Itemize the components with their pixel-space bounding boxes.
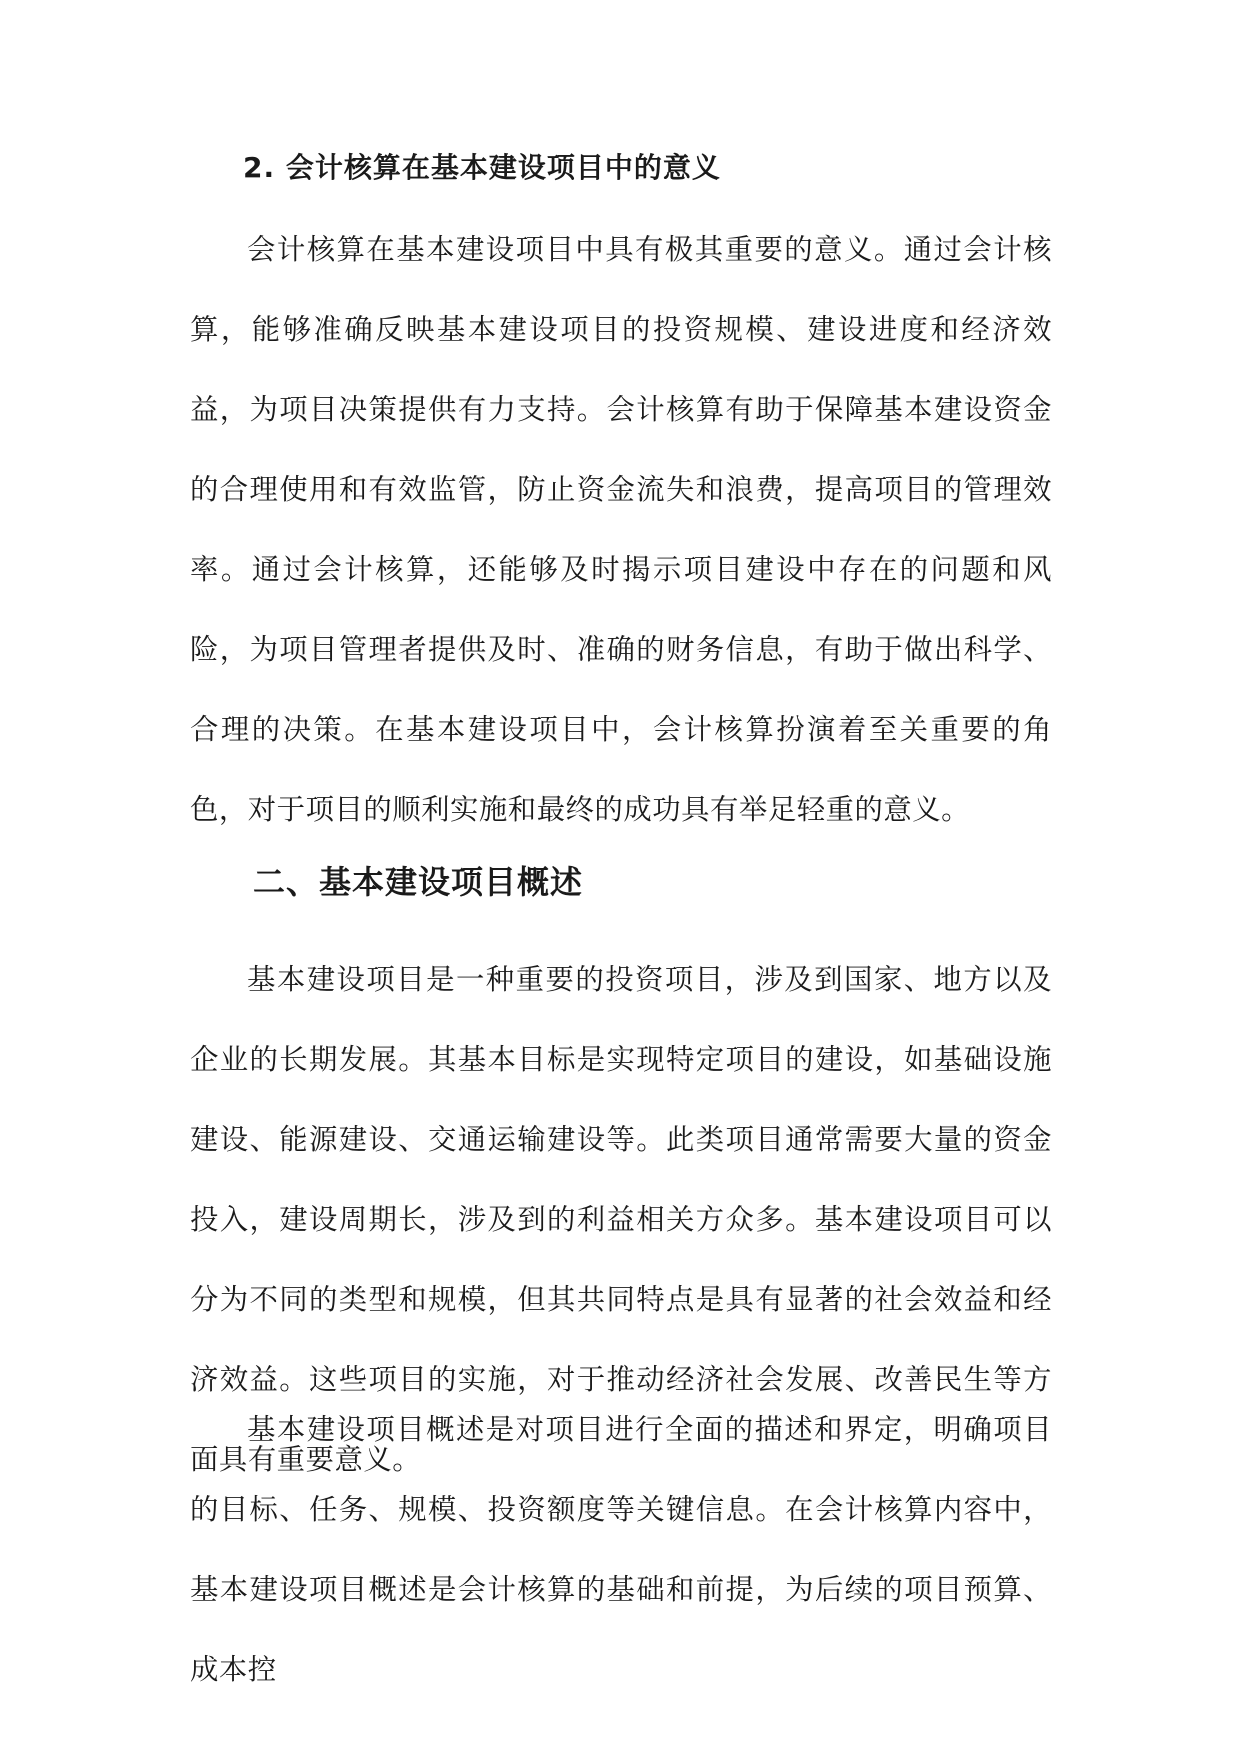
subsection-heading: 2. 会计核算在基本建设项目中的意义: [243, 151, 721, 184]
paragraph-project-definition: 基本建设项目是一种重要的投资项目，涉及到国家、地方以及企业的长期发展。其基本目标是实现特定项目的建设，如基础设施建设、能源建设、交通运输建设等。此类项目通常需要大量的资金投入，建设周期长，涉及到的利益相关方众多。基本建设项目可以分为不同的类型和规模，但其共同特点是具有显著的社会效益和经济效益。这些项目的实施，对于推动经济社会发展、改善民生等方面具有重要意义。: [190, 963, 1052, 1476]
section-heading: 二、基本建设项目概述: [253, 863, 584, 901]
paragraph-accounting-significance: 会计核算在基本建设项目中具有极其重要的意义。通过会计核算，能够准确反映基本建设项目的投资规模、建设进度和经济效益，为项目决策提供有力支持。会计核算有助于保障基本建设资金的合理使用和有效监管，防止资金流失和浪费，提高项目的管理效率。通过会计核算，还能够及时揭示项目建设中存在的问题和风险，为项目管理者提供及时、准确的财务信息，有助于做出科学、合理的决策。在基本建设项目中，会计核算扮演着至关重要的角色，对于项目的顺利实施和最终的成功具有举足轻重的意义。: [190, 233, 1052, 826]
paragraph-project-overview: 基本建设项目概述是对项目进行全面的描述和界定，明确项目的目标、任务、规模、投资额度等关键信息。在会计核算内容中，基本建设项目概述是会计核算的基础和前提，为后续的项目预算、成本控: [190, 1413, 1052, 1686]
